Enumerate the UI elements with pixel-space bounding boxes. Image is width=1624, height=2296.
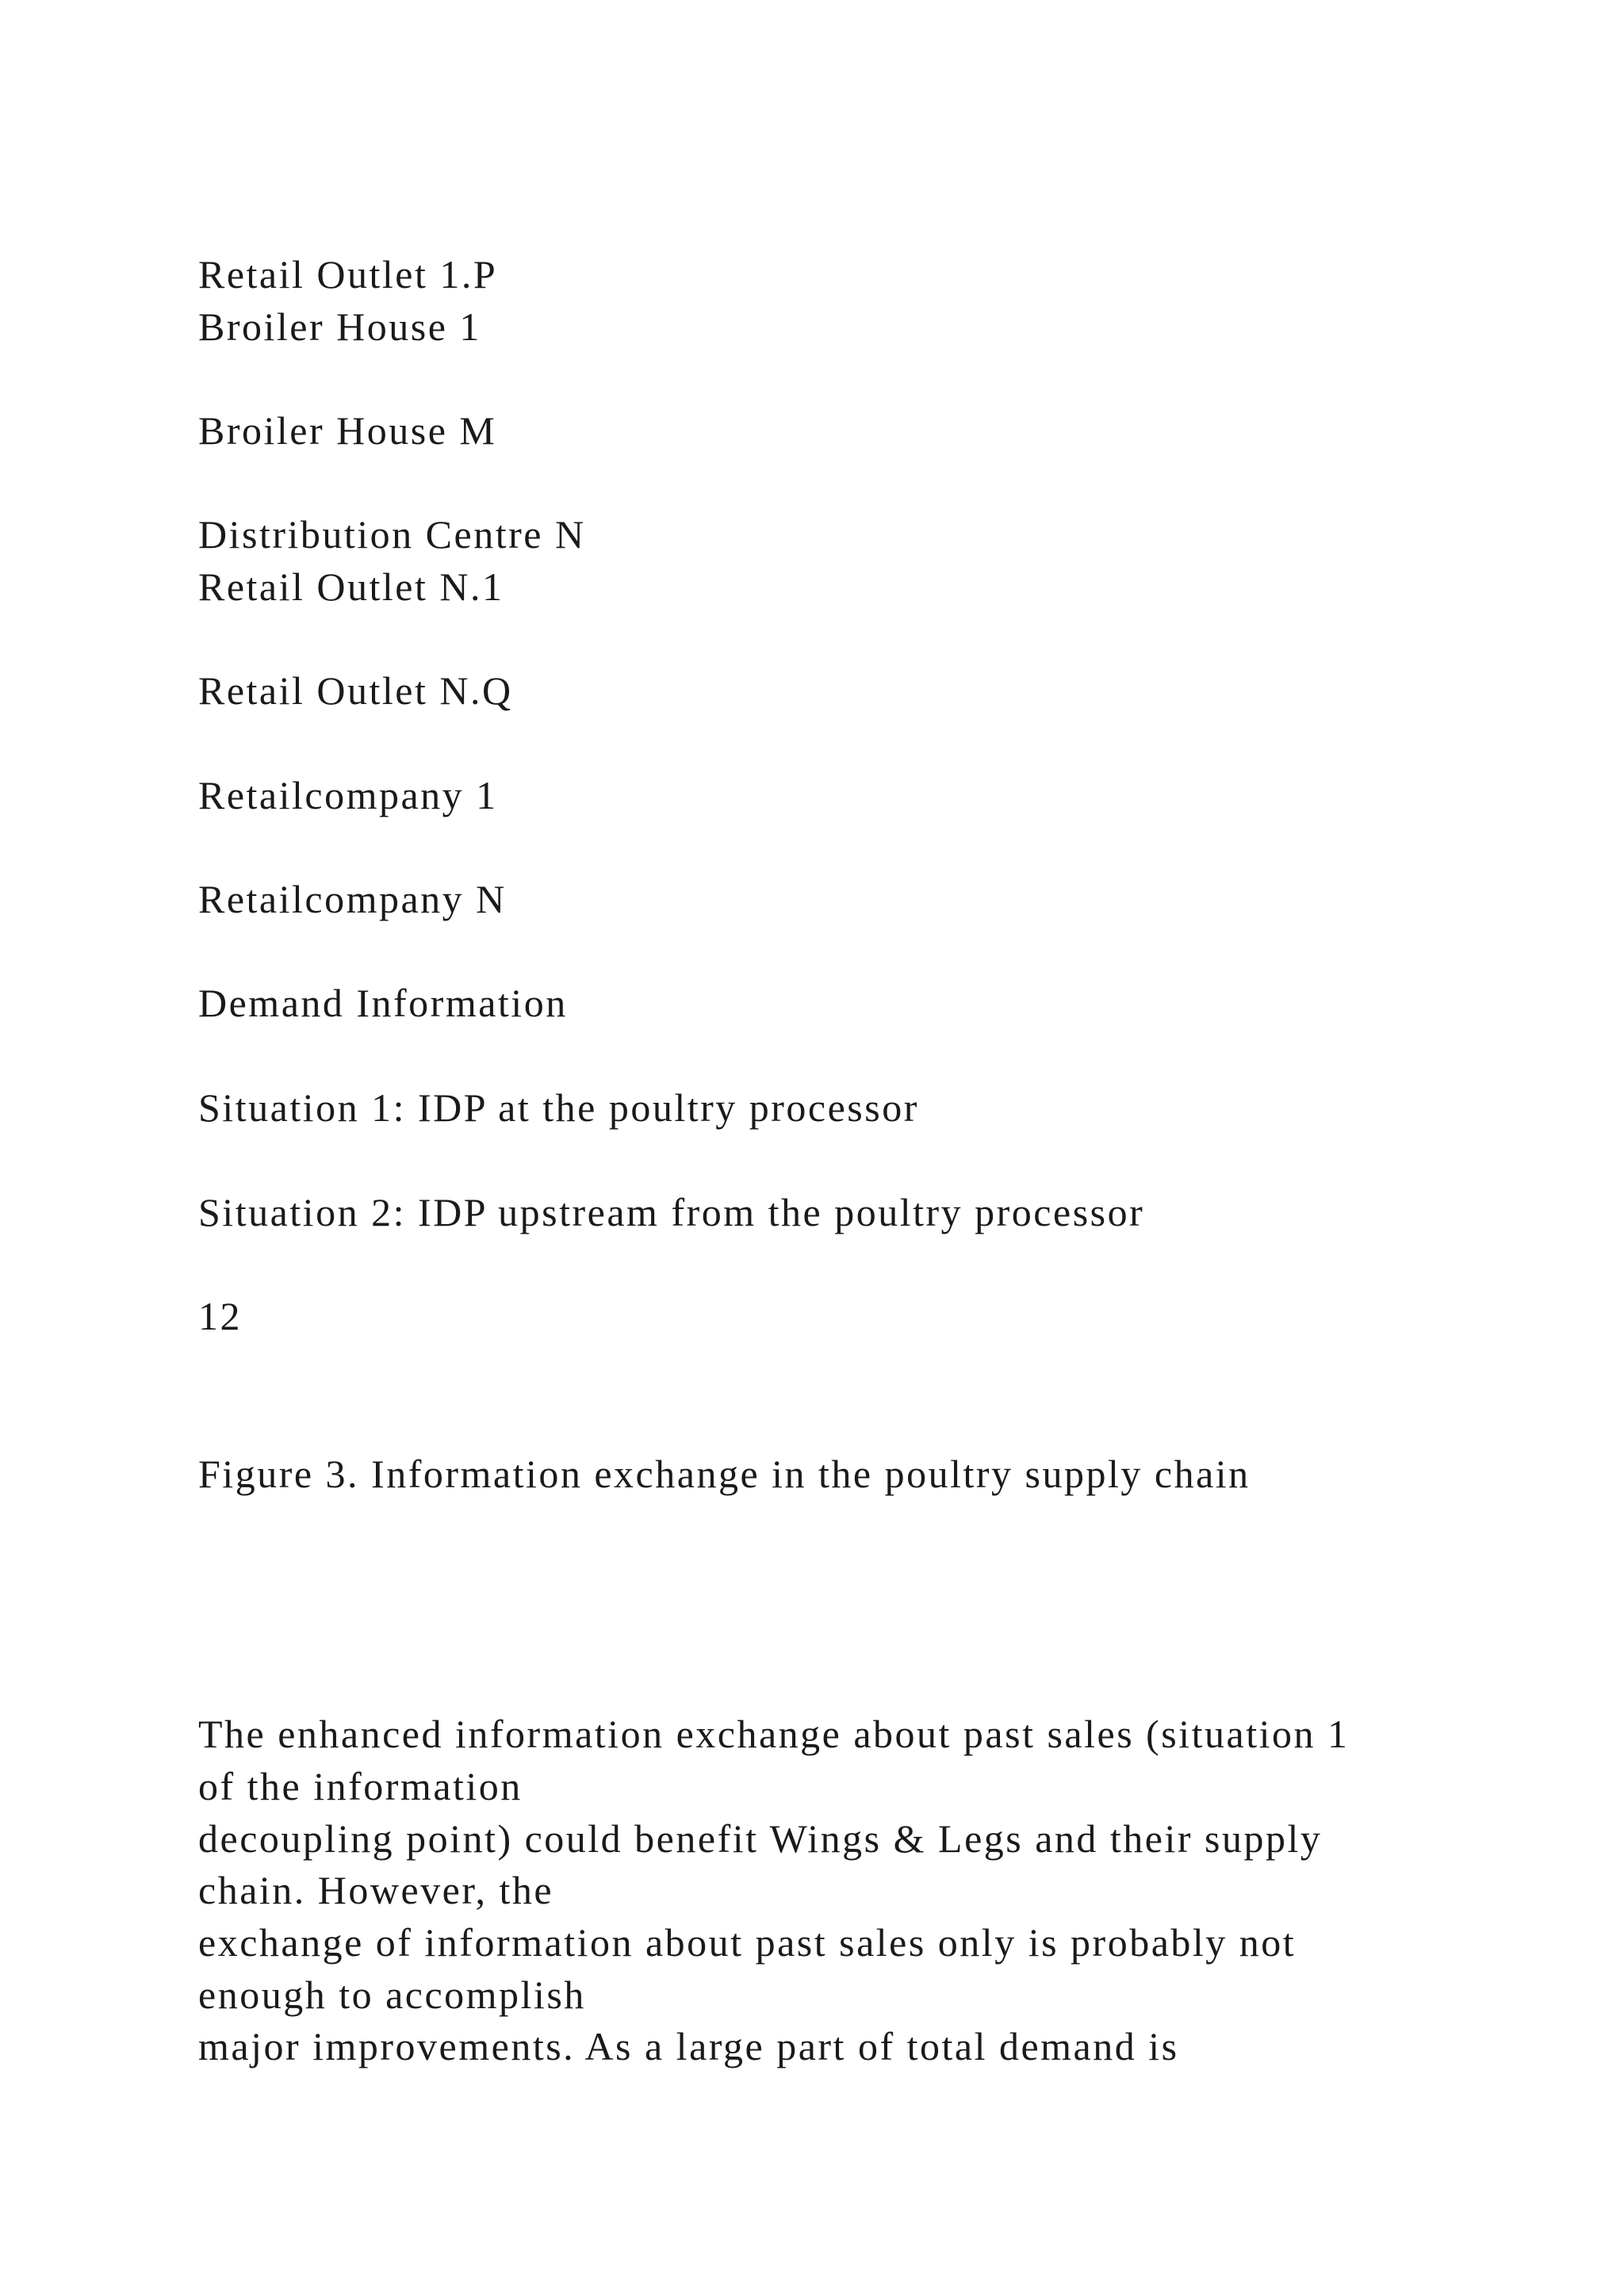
label-demand-information: Demand Information [198, 981, 568, 1025]
body-line-2: of the information [198, 1764, 523, 1808]
figure-caption: Figure 3. Information exchange in the poultry supply chain [198, 1452, 1251, 1496]
body-line-3: decoupling point) could benefit Wings & Legs and their supply [198, 1816, 1323, 1861]
label-retailcompany-n: Retailcompany N [198, 877, 507, 921]
label-retail-outlet-nq: Retail Outlet N.Q [198, 668, 513, 713]
body-line-5: exchange of information about past sales only is probably not [198, 1920, 1297, 1965]
label-retail-outlet-1p: Retail Outlet 1.P [198, 252, 498, 297]
label-distribution-centre-n: Distribution Centre N [198, 512, 586, 557]
body-line-7: major improvements. As a large part of total demand is [198, 2024, 1179, 2068]
label-retail-outlet-n1: Retail Outlet N.1 [198, 564, 504, 609]
label-situation-1: Situation 1: IDP at the poultry processor [198, 1085, 919, 1130]
body-line-1: The enhanced information exchange about past sales (situation 1 [198, 1712, 1350, 1756]
label-broiler-house-m: Broiler House M [198, 408, 497, 453]
label-broiler-house-1: Broiler House 1 [198, 304, 481, 349]
label-situation-2: Situation 2: IDP upstream from the poultry processor [198, 1190, 1145, 1234]
body-line-4: chain. However, the [198, 1868, 554, 1912]
label-numbers: 12 [198, 1294, 242, 1338]
label-retailcompany-1: Retailcompany 1 [198, 773, 498, 817]
body-line-6: enough to accomplish [198, 1973, 586, 2017]
